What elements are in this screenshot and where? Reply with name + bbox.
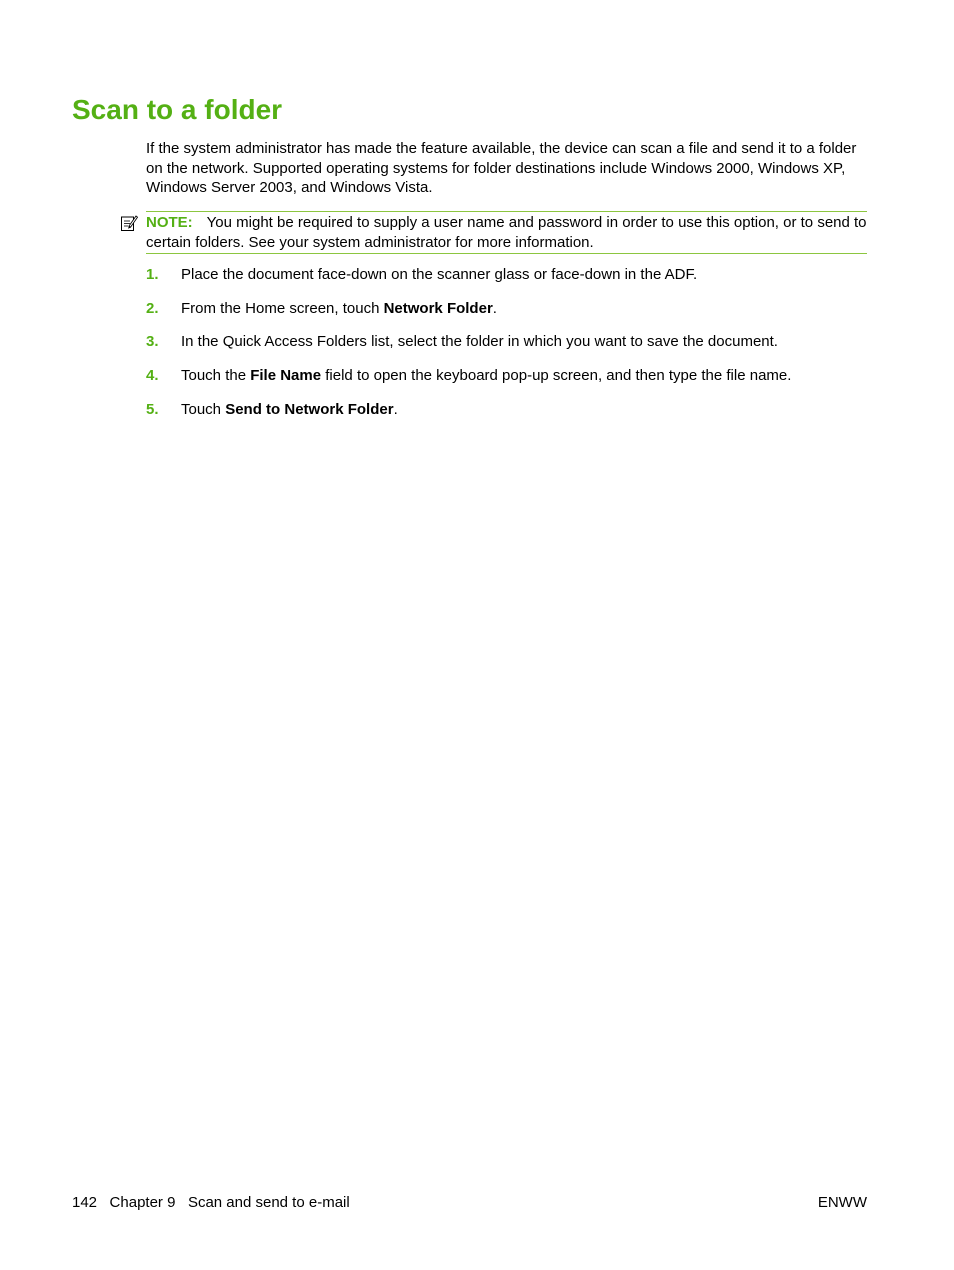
step-text bbox=[181, 299, 497, 319]
step-number: 3. bbox=[146, 333, 159, 351]
step-text-before: Touch the bbox=[181, 367, 251, 385]
page-title: Scan to a folder bbox=[72, 94, 283, 125]
list-item bbox=[146, 299, 868, 333]
list-item bbox=[146, 265, 868, 299]
step-text: In the Quick Access Folders list, select the folder in which you want to save the document. bbox=[181, 333, 778, 351]
list-item bbox=[146, 366, 868, 400]
step-number: 1. bbox=[146, 266, 159, 283]
footer-chapter: Chapter 9 bbox=[109, 1194, 176, 1211]
ui-term-network-folder: Network Folder bbox=[383, 299, 493, 317]
footer-right: ENWW bbox=[817, 1194, 867, 1211]
note-pencil-icon bbox=[120, 214, 138, 232]
steps-list bbox=[146, 265, 868, 433]
step-text-after: field to open the keyboard pop-up screen, and then type the file name. bbox=[321, 367, 792, 385]
step-number: 5. bbox=[146, 400, 159, 418]
note-text: You might be required to supply a user name and password in order to use this option, or to send to certain folders. See your system administrator for more information. bbox=[146, 214, 867, 251]
note-box bbox=[146, 211, 867, 254]
ui-term-file-name: File Name bbox=[250, 367, 322, 385]
footer-page-number: 142 bbox=[72, 1194, 98, 1211]
step-text: Place the document face-down on the scanner glass or face-down in the ADF. bbox=[181, 266, 698, 283]
footer-left bbox=[72, 1193, 350, 1213]
step-number: 4. bbox=[146, 367, 159, 385]
step-text bbox=[181, 366, 791, 386]
footer-chapter-title: Scan and send to e-mail bbox=[187, 1194, 350, 1211]
list-item bbox=[146, 400, 868, 434]
step-text bbox=[181, 400, 398, 420]
step-text-after: . bbox=[492, 299, 497, 317]
step-text-before: From the Home screen, touch bbox=[181, 299, 384, 317]
note-label: NOTE: bbox=[146, 214, 193, 231]
intro-paragraph: If the system administrator has made the feature available, the device can scan a file and send it to a folder on the network. Supported operating systems for folder destinations include Windows 2000, Windows XP, Windows Server 2003, and Windows Vista. bbox=[146, 140, 857, 196]
step-number: 2. bbox=[146, 299, 159, 317]
step-text-after: . bbox=[393, 400, 398, 418]
list-item bbox=[146, 332, 868, 366]
step-text-before: Touch bbox=[181, 400, 226, 418]
ui-term-send-to-network-folder: Send to Network Folder bbox=[225, 400, 394, 418]
